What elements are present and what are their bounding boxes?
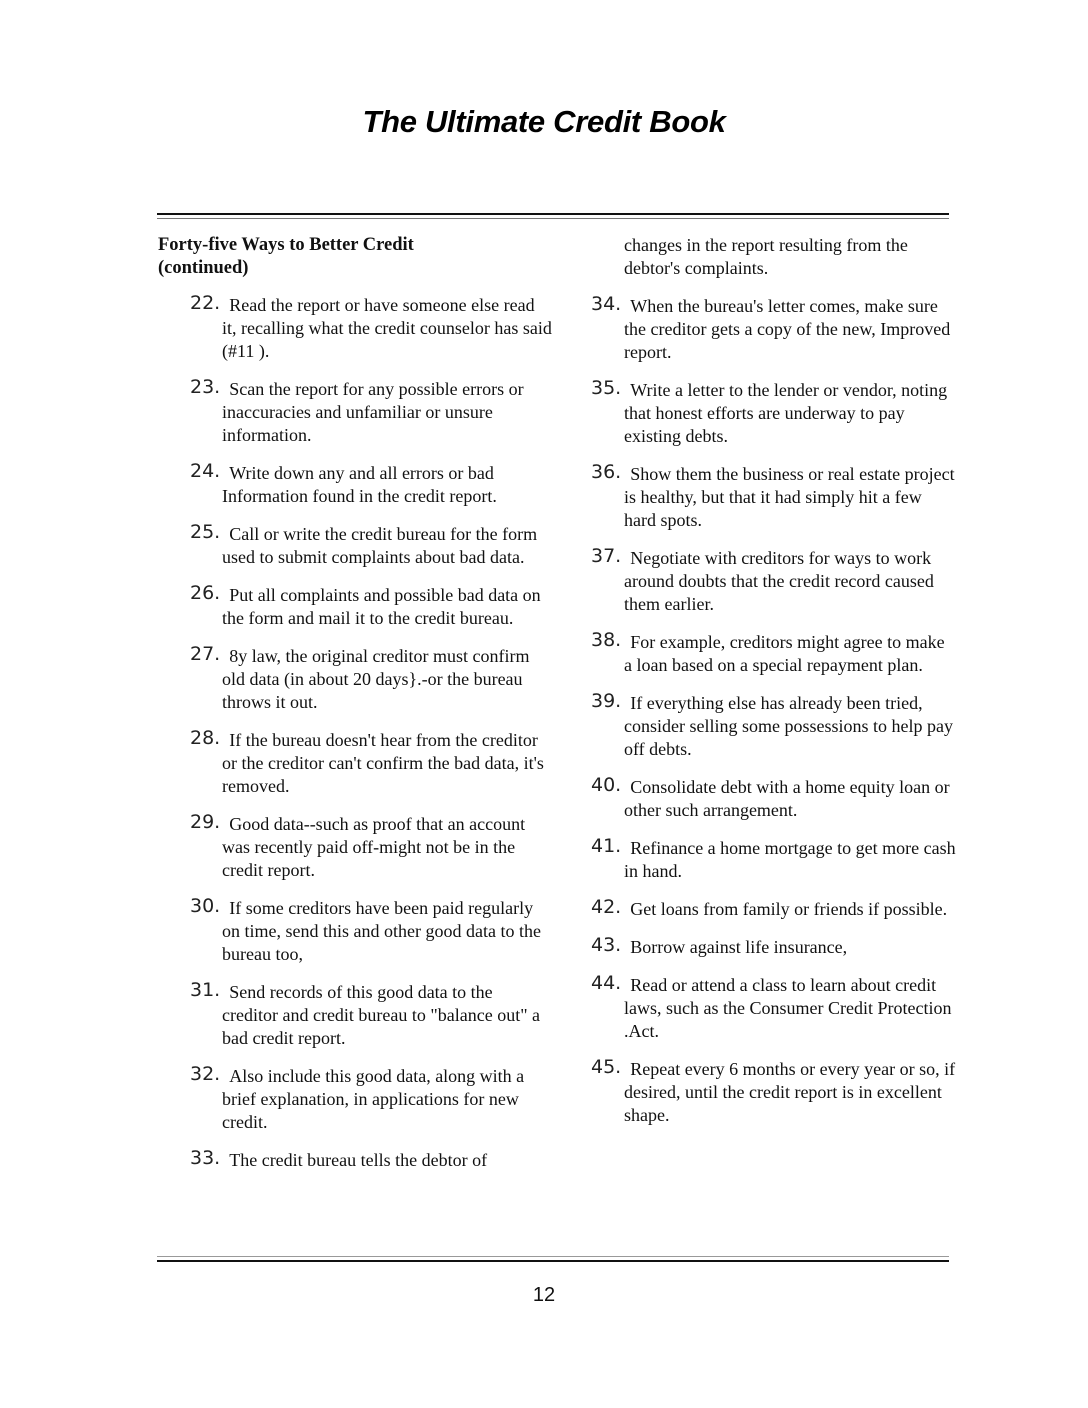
item-text: If some creditors have been paid regularly on time, send this and other good data to the bureau too,	[222, 898, 541, 964]
footer-divider-thick	[157, 1260, 949, 1262]
list-item	[591, 936, 956, 959]
item-number: 45.	[591, 1056, 622, 1078]
list-item	[158, 1065, 553, 1134]
item-text: Show them the business or real estate project is healthy, but that it had simply hit a few hard spots.	[624, 464, 955, 530]
item-text: Write down any and all errors or bad Information found in the credit report.	[222, 463, 497, 506]
item-text: The credit bureau tells the debtor of	[229, 1150, 488, 1170]
item-text: Write a letter to the lender or vendor, noting that honest efforts are underway to pay existing debts.	[624, 380, 948, 446]
item-number: 44.	[591, 972, 622, 994]
list-item	[158, 462, 553, 508]
list-item	[158, 1149, 553, 1172]
list-item	[158, 981, 553, 1050]
item-text: Put all complaints and possible bad data on the form and mail it to the credit bureau.	[222, 585, 541, 628]
item-number: 23.	[190, 376, 221, 398]
item-number: 27.	[190, 643, 221, 665]
item-text: If everything else has already been tried, consider selling some possessions to help pay off debts.	[624, 693, 953, 759]
list-item	[158, 645, 553, 714]
right-column	[591, 234, 956, 1142]
item-number: 30.	[190, 895, 221, 917]
list-item	[591, 547, 956, 616]
item-text: 8y law, the original creditor must confirm old data (in about 20 days}.-or the bureau throws it out.	[222, 646, 530, 712]
list-item	[591, 974, 956, 1043]
item-number: 26.	[190, 582, 221, 604]
list-item	[591, 463, 956, 532]
page-title: The Ultimate Credit Book	[362, 104, 726, 139]
list-item	[591, 776, 956, 822]
list-item	[158, 294, 553, 363]
continued-item-text: changes in the report resulting from the debtor's complaints.	[624, 235, 908, 278]
item-number: 31.	[190, 979, 221, 1001]
item-text: Good data--such as proof that an account was recently paid off-might not be in the credit report.	[222, 814, 526, 880]
item-text: Read the report or have someone else read it, recalling what the credit counselor has said (#11 ).	[222, 295, 552, 361]
list-item	[591, 379, 956, 448]
list-item	[591, 898, 956, 921]
item-number: 41.	[591, 835, 622, 857]
footer-divider-thin	[157, 1256, 949, 1257]
section-heading-title: Forty-five Ways to Better Credit	[158, 235, 414, 255]
item-number: 24.	[190, 460, 221, 482]
item-number: 22.	[190, 292, 221, 314]
item-text: Get loans from family or friends if possible.	[630, 899, 948, 919]
item-number: 33.	[190, 1147, 221, 1169]
item-text: Negotiate with creditors for ways to work around doubts that the credit record caused them earlier.	[624, 548, 934, 614]
item-number: 40.	[591, 774, 622, 796]
left-column	[158, 234, 553, 1187]
header-divider-thick	[157, 213, 949, 215]
list-item	[158, 813, 553, 882]
list-item	[158, 378, 553, 447]
item-text: Borrow against life insurance,	[630, 937, 848, 957]
item-text: Repeat every 6 months or every year or so, if desired, until the credit report is in excellent shape.	[624, 1059, 956, 1125]
list-item	[158, 897, 553, 966]
item-text: Read or attend a class to learn about credit laws, such as the Consumer Credit Protection .Act.	[624, 975, 952, 1041]
section-heading-subtitle: (continued)	[158, 257, 249, 278]
header-divider-thin	[157, 218, 949, 219]
left-list	[158, 294, 553, 1172]
section-heading	[158, 234, 553, 279]
item-number: 34.	[591, 293, 622, 315]
item-number: 35.	[591, 377, 622, 399]
page-number: 12	[532, 1284, 556, 1306]
item-text: For example, creditors might agree to make a loan based on a special repayment plan.	[624, 632, 945, 675]
item-number: 36.	[591, 461, 622, 483]
item-text: Also include this good data, along with a brief explanation, in applications for new credit.	[222, 1066, 525, 1132]
item-number: 32.	[190, 1063, 221, 1085]
item-number: 42.	[591, 896, 622, 918]
item-text: Consolidate debt with a home equity loan or other such arrangement.	[624, 777, 950, 820]
list-item	[591, 837, 956, 883]
item-number: 38.	[591, 629, 622, 651]
item-text: Call or write the credit bureau for the form used to submit complaints about bad data.	[222, 524, 538, 567]
list-item	[591, 631, 956, 677]
item-text: When the bureau's letter comes, make sure the creditor gets a copy of the new, Improved report.	[624, 296, 951, 362]
list-item	[158, 584, 553, 630]
item-text: Refinance a home mortgage to get more cash in hand.	[624, 838, 956, 881]
item-text: Send records of this good data to the creditor and credit bureau to "balance out" a bad credit report.	[222, 982, 541, 1048]
list-item	[591, 692, 956, 761]
item-number: 37.	[591, 545, 622, 567]
list-item	[591, 295, 956, 364]
right-list	[591, 295, 956, 1127]
item-text: Scan the report for any possible errors or inaccuracies and unfamiliar or unsure information.	[222, 379, 524, 445]
list-item	[591, 1058, 956, 1127]
item-text: If the bureau doesn't hear from the creditor or the creditor can't confirm the bad data, it's removed.	[222, 730, 544, 796]
item-number: 43.	[591, 934, 622, 956]
item-number: 25.	[190, 521, 221, 543]
item-number: 29.	[190, 811, 221, 833]
item-number: 28.	[190, 727, 221, 749]
item-number: 39.	[591, 690, 622, 712]
list-item	[158, 523, 553, 569]
list-item	[158, 729, 553, 798]
